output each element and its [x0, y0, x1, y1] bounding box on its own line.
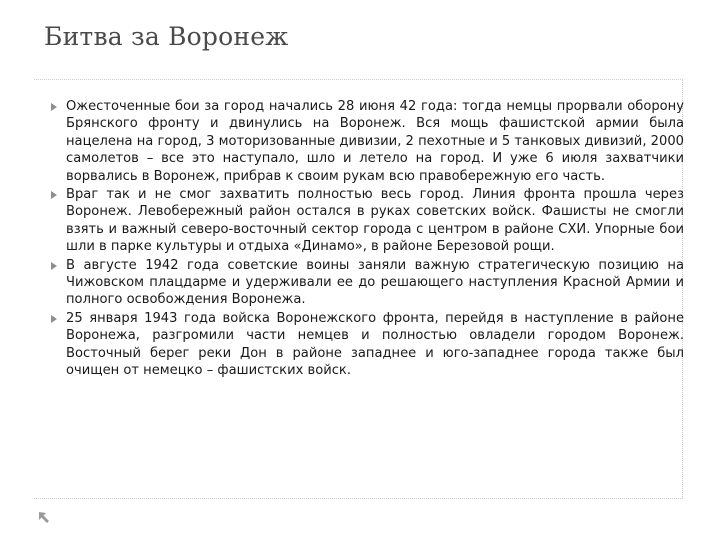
bullet-item	[44, 98, 684, 185]
bullet-text: Враг так и не смог захватить полностью весь город. Линия фронта прошла через Воронеж. Левобережный район остался в руках советских войск. Фашисты не смогли взять и важный северо-восточный сектор города с центром в районе СХИ. Упорные бои шли в парке культуры и отдыха «Динамо», в районе Березовой рощи.	[66, 187, 684, 255]
bullet-text: В августе 1942 года советские воины заняли важную стратегическую позицию на Чижовском плацдарме и удерживали ее до решающего наступления Красной Армии и полного освобождения Воронежа.	[66, 257, 684, 308]
arrow-up-left-icon[interactable]	[37, 510, 51, 524]
triangle-right-icon	[51, 103, 57, 111]
bullet-text: 25 января 1943 года войска Воронежского фронта, перейдя в наступление в районе Воронежа, разгромили части немцев и полностью овладели городом Воронеж. Восточный берег реки Дон в районе западнее и юго-западнее города также был очищен от немецко – фашистских войск.	[66, 310, 684, 379]
bullet-item	[44, 257, 684, 309]
triangle-right-icon	[51, 191, 57, 199]
triangle-right-icon	[51, 262, 57, 270]
bullet-item	[44, 310, 684, 380]
bullet-item	[44, 186, 684, 256]
bullet-list	[44, 98, 684, 381]
triangle-right-icon	[51, 315, 57, 323]
bullet-text: Ожесточенные бои за город начались 28 июня 42 года: тогда немцы прорвали оборону Брянского фронту и двинулись на Воронеж. Вся мощь фашистской армии была нацелена на город, 3 моторизованные дивизии, 2 пехотные и 5 танковых дивизий, 2000 самолетов – все это наступало, шло и летело на город. И уже 6 июля захватчики ворвались в Воронеж, прибрав к своим рукам всю правобережную его часть.	[66, 99, 684, 184]
slide-title: Битва за Воронеж	[44, 22, 289, 51]
